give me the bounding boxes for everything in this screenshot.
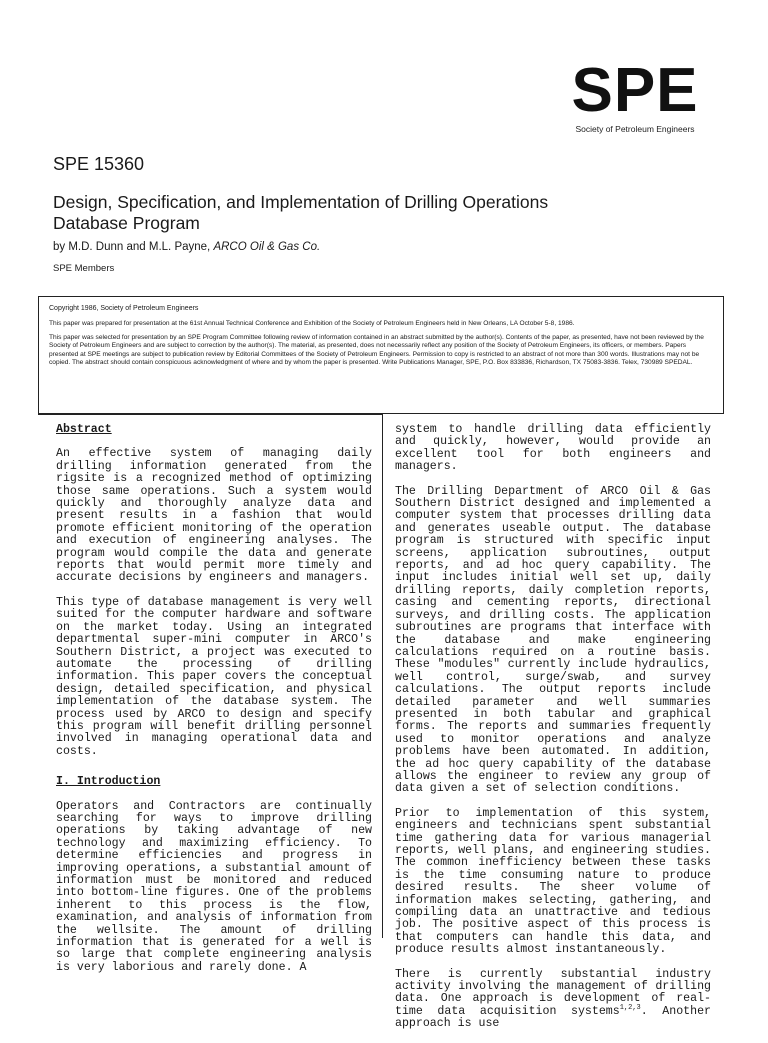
paper-number: SPE 15360: [53, 154, 145, 174]
abstract-paragraph: An effective system of managing daily drilling information generated from the rigsite is a recognized method of optimizing those same operations. Such a system would quickly and thoroughly analyze data and present results in a fashion that would promote efficient monitoring of the operation and execution of engineering analyses. The program would compile the data and generate reports that would permit more timely and accurate decisions by engineers and managers.: [56, 447, 372, 585]
abstract-heading: Abstract: [56, 423, 112, 436]
body-text: There is currently substantial industry activity involving the management of drilling data. One approach is development of real-time data acquisition systems: [395, 967, 711, 1018]
introduction-heading: I. Introduction: [56, 775, 161, 789]
logo-subtitle: Society of Petroleum Engineers: [575, 124, 695, 134]
citation-superscript: 1,2,3: [619, 1004, 641, 1013]
body-paragraph: [395, 969, 711, 1031]
body-text: . Another approach is use: [395, 1004, 711, 1031]
selection-note: This paper was selected for presentation by an SPE Program Committee following review of information contained in an abstract submitted by the author(s). Contents of the paper, as presented, have not been reviewed by the Society of Petroleum Engineers and are subject to correction by the author(s). The material, as presented, does not necessarily reflect any position of the Society of Petroleum Engineers, its officers, or members. Papers presented at SPE meetings are subject to publication review by Editorial Committees of the Society of Petroleum Engineers. Permission to copy is restricted to an abstract of not more than 300 words. Illustrations may not be copied. The abstract should contain conspicuous acknowledgment of where and by whom the paper is presented. Write Publications Manager, SPE, P.O. Box 833836, Richardson, TX 75083-3836. Telex, 730989 SPEDAL.: [49, 333, 704, 367]
byline-authors: by M.D. Dunn and M.L. Payne,: [53, 241, 214, 253]
abstract-top-rule: [38, 414, 383, 415]
copyright-box: [38, 296, 724, 414]
presentation-note: This paper was prepared for presentation at the 61st Annual Technical Conference and Exhibition of the Society of Petroleum Engineers held in New Orleans, LA October 5-8, 1986.: [49, 320, 575, 328]
body-paragraph: The Drilling Department of ARCO Oil & Gas Southern District designed and implemented a computer system that processes drilling data and generates useable output. The database program is structured with specific input screens, application subroutines, output reports, and ad hoc query capability. The input includes initial well set up, daily drilling reports, daily completion reports, casing and cementing reports, directional surveys, and drilling costs. The application subroutines are programs that interface with the database and make engineering calculations required on a routine basis. These "modules" currently include hydraulics, well control, surge/swab, and survey calculations. The output reports include detailed parameter and well summaries presented in both tabular and graphical forms. The reports and summaries frequently used to monitor operations and analyze problems have been automated. In addition, the ad hoc query capability of the database allows the engineer to review any group of data given a set of selection conditions.: [395, 484, 711, 796]
abstract-paragraph: This type of database management is very well suited for the computer hardware and software on the market today. Using an integrated departmental super-mini computer in ARCO's Southern District, a project was executed to automate the processing of drilling information. This paper covers the conceptual design, detailed specification, and physical implementation of the database system. The process used by ARCO to design and specify this program will benefit drilling personnel involved in managing operational data and costs.: [56, 595, 372, 758]
byline: [53, 241, 320, 253]
copyright-line: Copyright 1986, Society of Petroleum Engineers: [49, 305, 199, 312]
byline-affiliation: ARCO Oil & Gas Co.: [213, 241, 321, 253]
left-column: [56, 424, 372, 986]
paper-title: Design, Specification, and Implementation of Drilling Operations Database Program: [53, 192, 549, 233]
body-paragraph: system to handle drilling data efficiently and quickly, however, would provide an excellent tool for both engineers and managers.: [395, 423, 711, 474]
introduction-paragraph: Operators and Contractors are continually searching for ways to improve drilling operations by taking advantage of new technology and maximizing efficiency. To determine efficiencies and progress in improving operations, a substantial amount of information must be monitored and reduced into bottom-line figures. One of the problems inherent to this process is the flow, examination, and analysis of information from the wellsite. The amount of drilling information that is generated for a well is so large that complete engineering analysis is very laborious and rarely done. A: [56, 799, 372, 974]
column-divider: [382, 414, 383, 938]
right-column: [395, 424, 711, 1043]
members-label: SPE Members: [53, 263, 115, 274]
spe-logo: [560, 56, 710, 134]
logo-mark: SPE: [571, 56, 699, 125]
body-paragraph: Prior to implementation of this system, engineers and technicians spent substantial time gathering data for various managerial reports, well plans, and engineering studies. The common inefficiency between these tasks is the time consuming nature to produce desired results. The sheer volume of information makes selecting, gathering, and compiling data an unattractive and tedious job. The positive aspect of this process is that computers can handle this data, and produce results almost instantaneously.: [395, 806, 711, 957]
